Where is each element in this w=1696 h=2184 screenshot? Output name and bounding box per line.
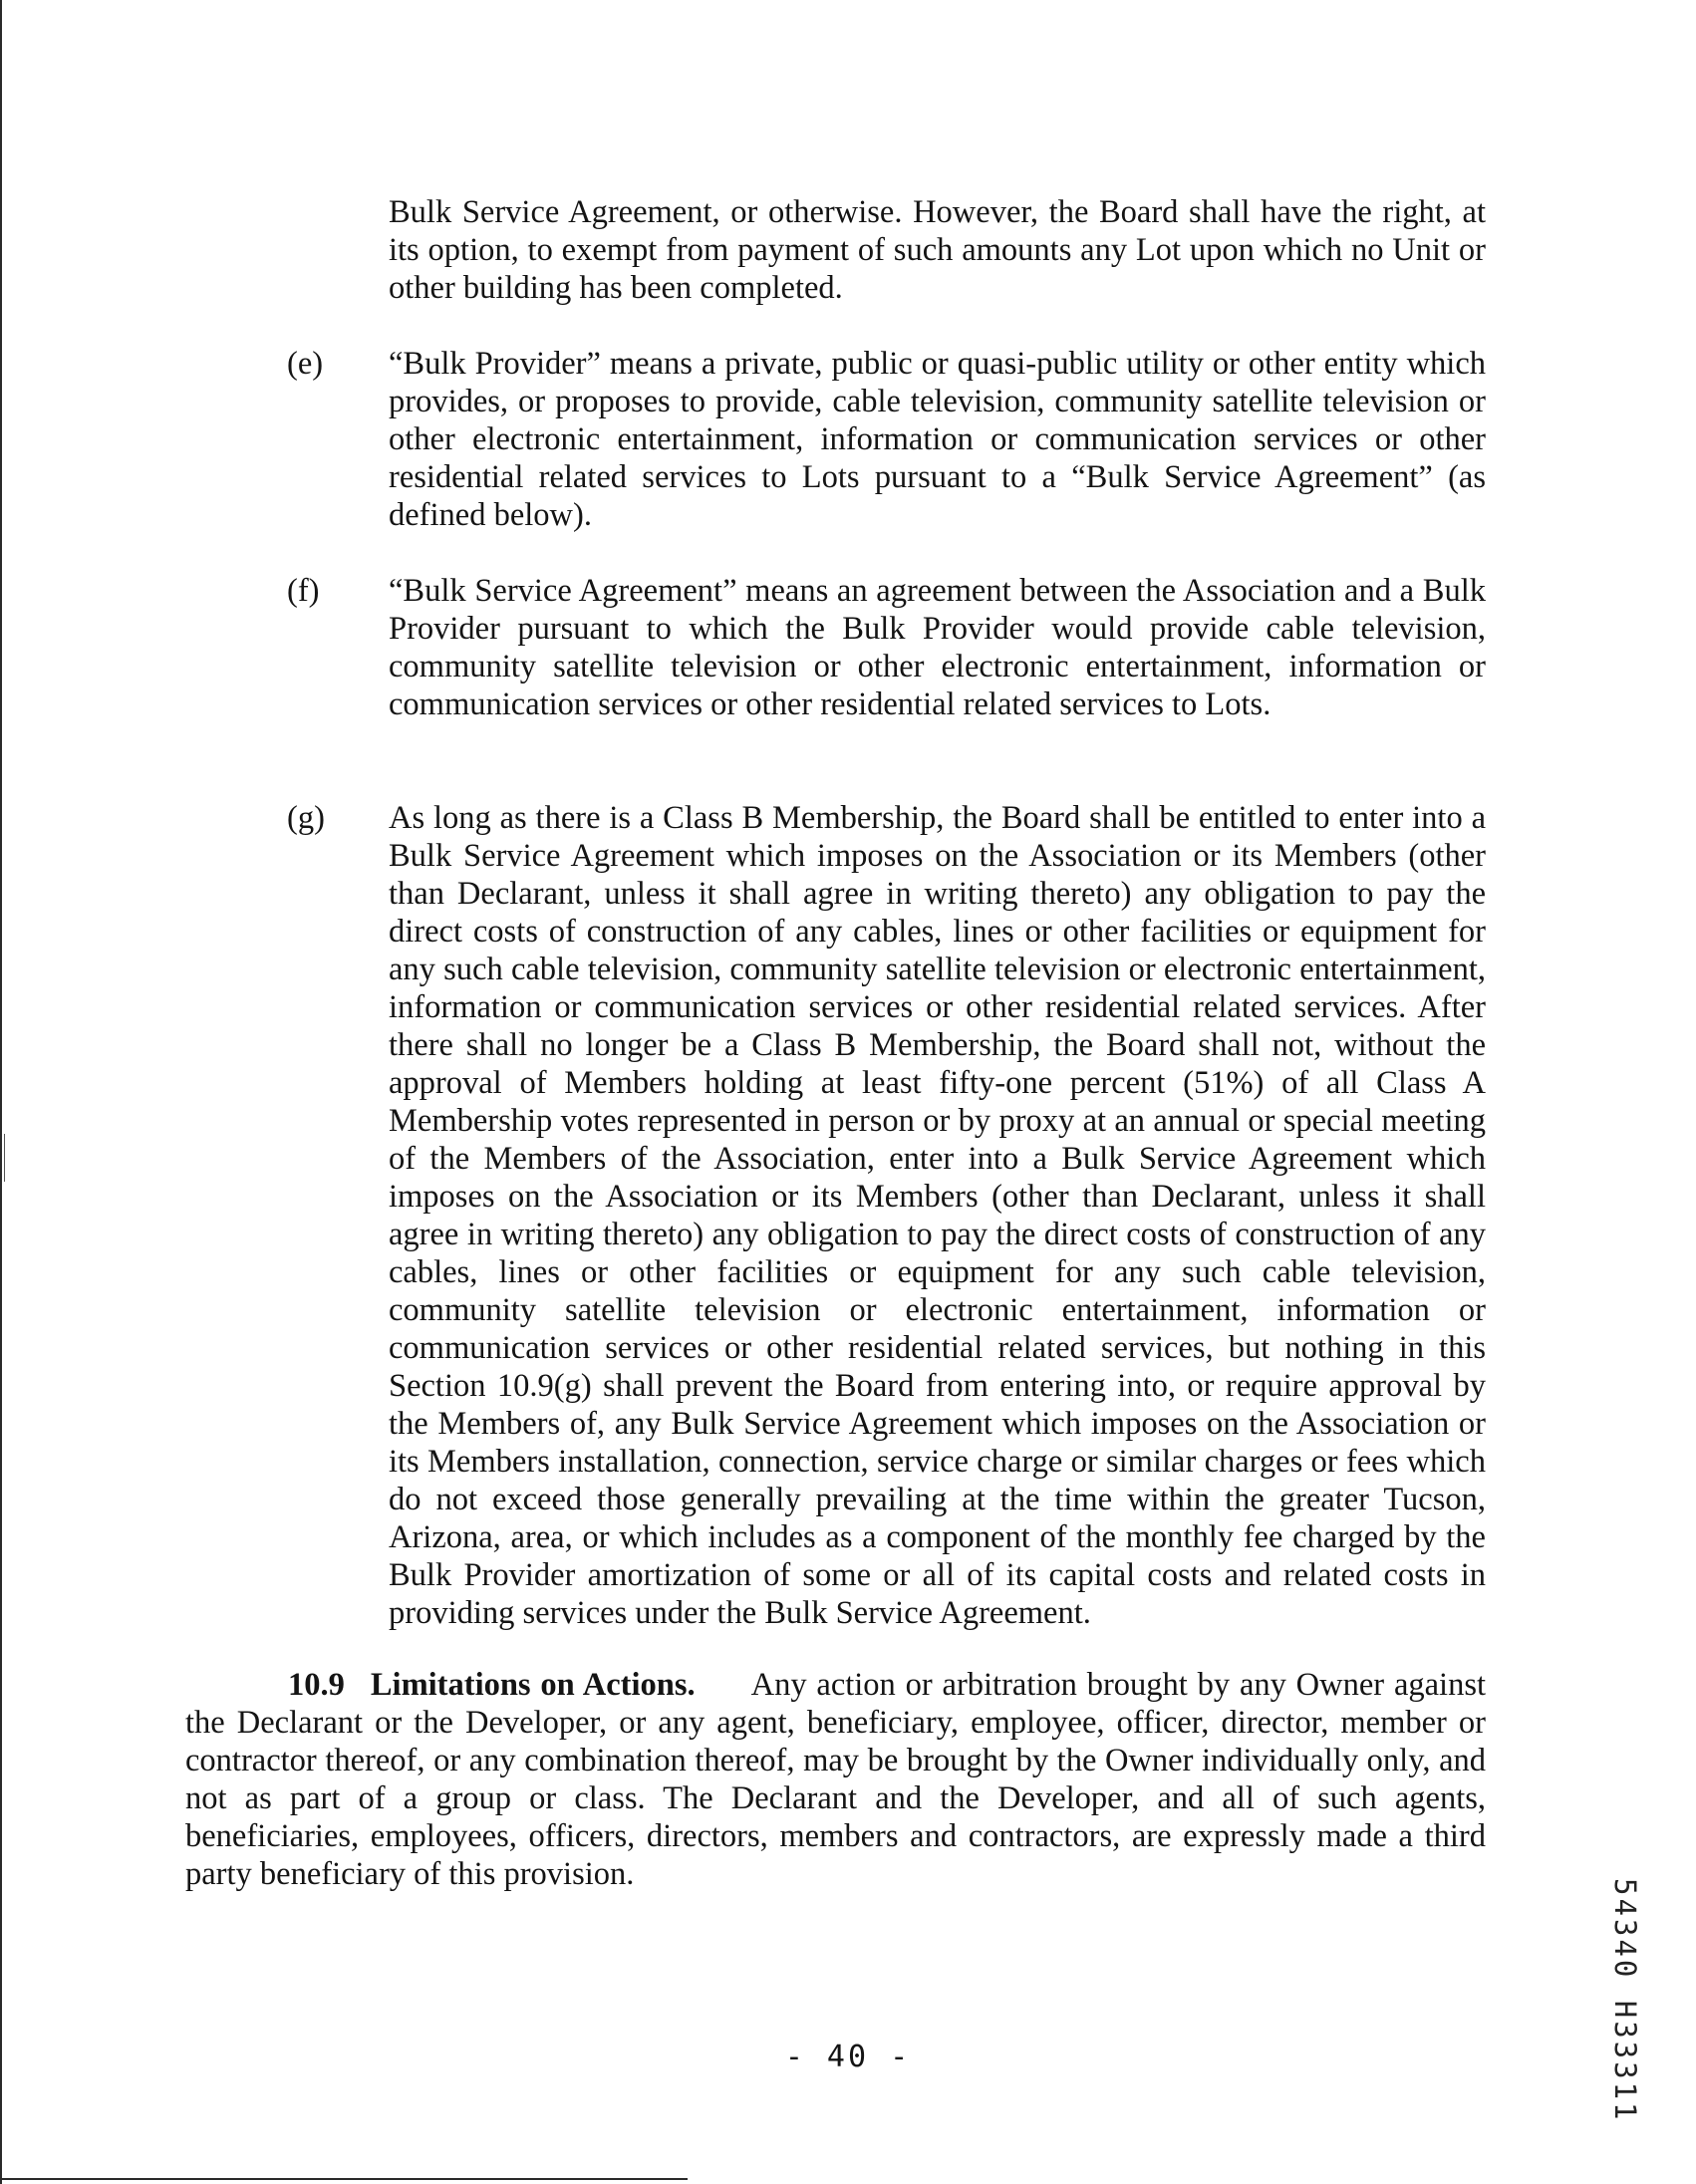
item-text: “Bulk Provider” means a private, public or quasi-public utility or other entity which provides, or proposes to provide, cable television, community satellite television or other electronic entertainment, information or communication services or other residential related services to Lots pursuant to a “Bulk Service Agreement” (as defined below). xyxy=(389,346,1486,533)
section-title: Limitations on Actions. xyxy=(370,1667,696,1703)
section-number: 10.9 xyxy=(288,1667,345,1703)
list-item-e xyxy=(271,345,1486,534)
list-item-f xyxy=(271,572,1486,723)
item-text: “Bulk Service Agreement” means an agreement between the Association and a Bulk Provider pursuant to which the Bulk Provider would provide cable television, community satellite television or other electronic entertainment, information or communication services or other residential related services to Lots. xyxy=(389,573,1486,722)
recording-stamp: 54340 H33311 xyxy=(1608,1878,1642,2123)
page-left-border xyxy=(0,0,2,2184)
scan-mark xyxy=(4,1134,5,1182)
item-label: (g) xyxy=(287,800,325,836)
page-bottom-border xyxy=(0,2178,688,2180)
item-label: (f) xyxy=(287,573,320,609)
item-text: As long as there is a Class B Membership, the Board shall be entitled to enter into a Bulk Service Agreement which imposes on the Association or its Members (other than Declarant, unless it shall agree in writing thereto) any obligation to pay the direct costs of construction of any cables, lines or other facilities or equipment for any such cable television, community satellite television or electronic entertainment, information or communication services or other residential related services. After there shall no longer be a Class B Membership, the Board shall not, without the approval of Members holding at least fifty-one percent (51%) of all Class A Membership votes represented in person or by proxy at an annual or special meeting of the Members of the Association, enter into a Bulk Service Agreement which imposes on the Association or its Members (other than Declarant, unless it shall agree in writing thereto) any obligation to pay the direct costs of construction of any cables, lines or other facilities or equipment for any such cable television, community satellite television or electronic entertainment, information or communication services or other residential related services, but nothing in this Section 10.9(g) shall prevent the Board from entering into, or require approval by the Members of, any Bulk Service Agreement which imposes on the Association or its Members installation, connection, service charge or similar charges or fees which do not exceed those generally prevailing at the time within the greater Tucson, Arizona, area, or which includes as a component of the monthly fee charged by the Bulk Provider amortization of some or all of its capital costs and related costs in providing services under the Bulk Service Agreement. xyxy=(389,800,1486,1631)
item-label: (e) xyxy=(287,346,324,382)
section-10-9 xyxy=(185,1666,1486,1893)
section-text: Any action or arbitration brought by any Owner against the Declarant or the Developer, or any agent, beneficiary, employee, officer, director, member or contractor thereof, or any combination thereof, may be brought by the Owner individually only, and not as part of a group or class. The Declarant and the Developer, and all of such agents, beneficiaries, employees, officers, directors, members and contractors, are expressly made a third party beneficiary of this provision. xyxy=(185,1667,1486,1892)
continuation-paragraph: Bulk Service Agreement, or otherwise. However, the Board shall have the right, at its option, to exempt from payment of such amounts any Lot upon which no Unit or other building has been completed. xyxy=(389,194,1486,306)
list-item-g xyxy=(271,799,1486,1632)
page-number: - 40 - xyxy=(784,2040,912,2074)
